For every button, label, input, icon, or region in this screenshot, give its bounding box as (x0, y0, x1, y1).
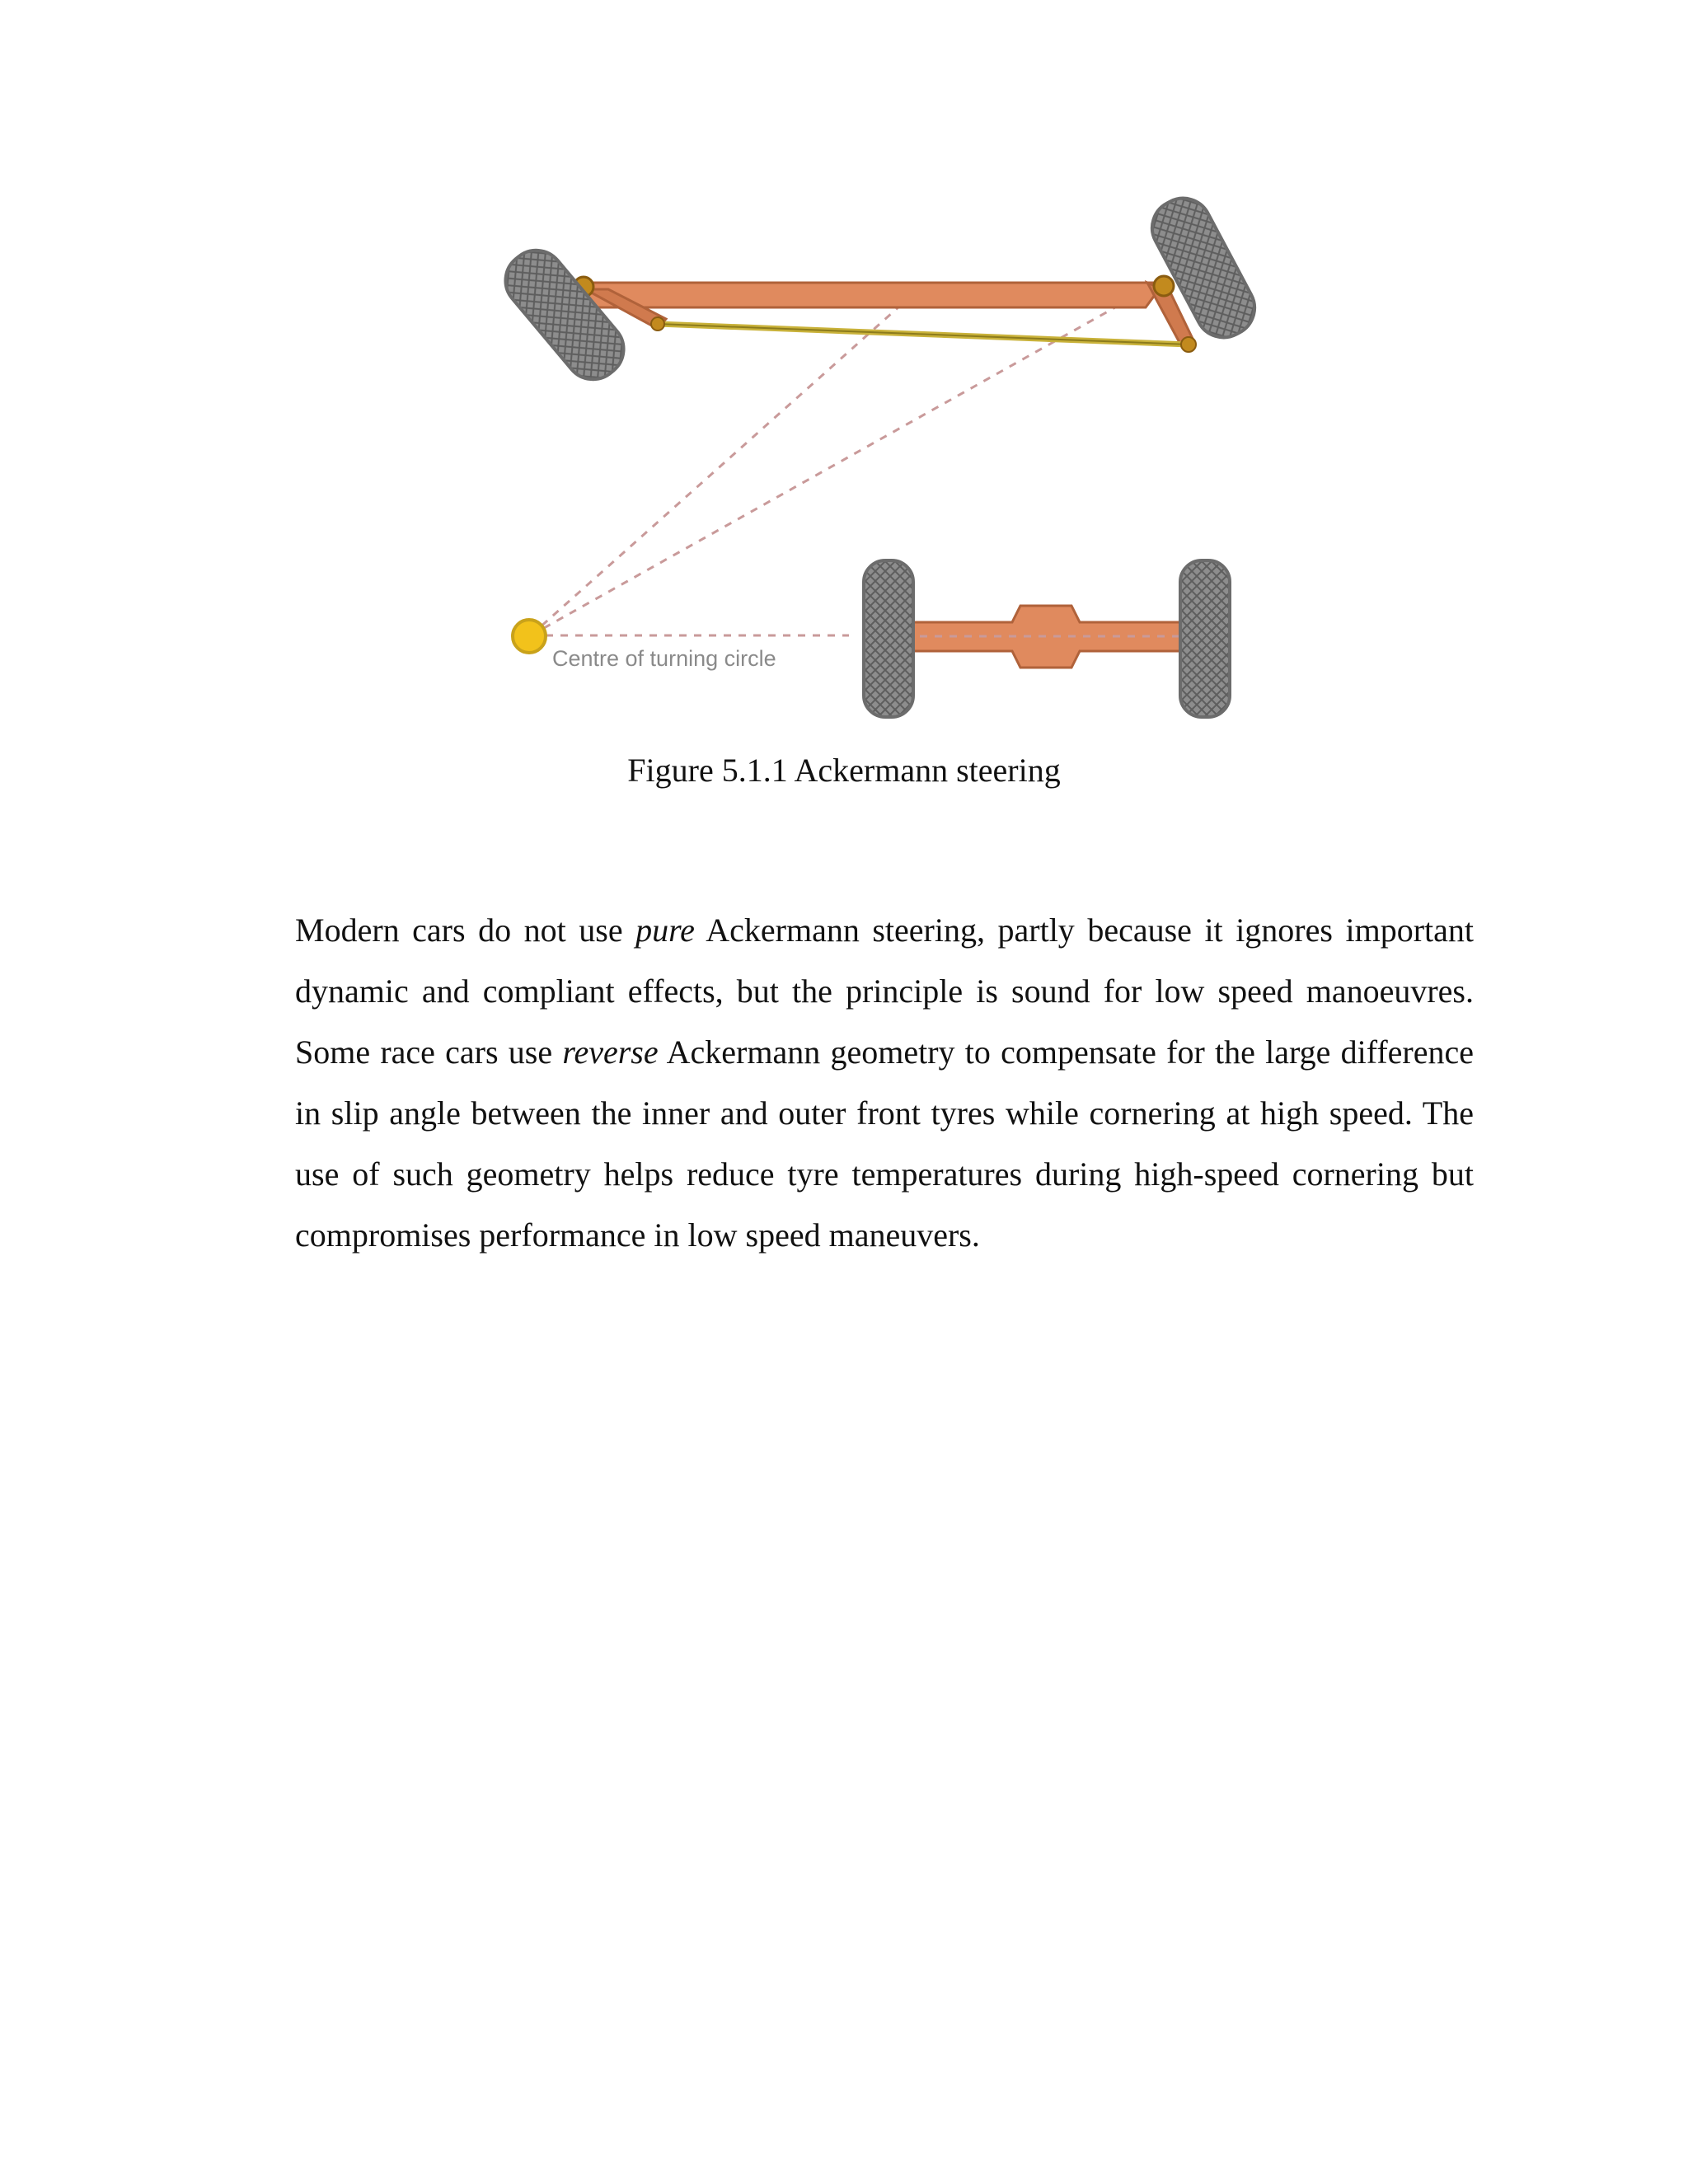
ackermann-svg (495, 185, 1269, 733)
front-axle-beam (575, 283, 1164, 307)
centre-label: Centre of turning circle (552, 646, 776, 671)
figure-caption: Figure 5.1.1 Ackermann steering (627, 752, 1061, 789)
paragraph-segment-3: Ackermann geometry to compensate for the large difference in slip angle between the inner and outer front tyres while cornering at high speed. The use of such geometry helps reduce tyre temperatures during high-speed cornering but compromises performance in low speed maneuvers. (295, 1033, 1474, 1254)
paragraph-segment-2: Ackermann steering, partly because it ignores important dynamic and compliant effects, but the principle is sound for low speed manoeuvres. Some race cars use (295, 912, 1474, 1071)
tie-rod-joint-left (651, 317, 664, 330)
rear-right-tyre (1180, 560, 1230, 717)
front-left-tyre (495, 239, 635, 391)
ackermann-diagram (495, 185, 1269, 733)
paragraph-emphasis-pure: pure (635, 912, 695, 949)
front-right-tyre (1142, 189, 1264, 348)
centre-marker (513, 620, 546, 653)
rear-left-tyre (864, 560, 913, 717)
kingpin-right (1154, 276, 1174, 296)
paragraph-emphasis-reverse: reverse (562, 1033, 659, 1071)
body-paragraph (295, 900, 1474, 1266)
paragraph-segment-1: Modern cars do not use (295, 912, 636, 949)
tie-rod-joint-right (1181, 337, 1196, 352)
